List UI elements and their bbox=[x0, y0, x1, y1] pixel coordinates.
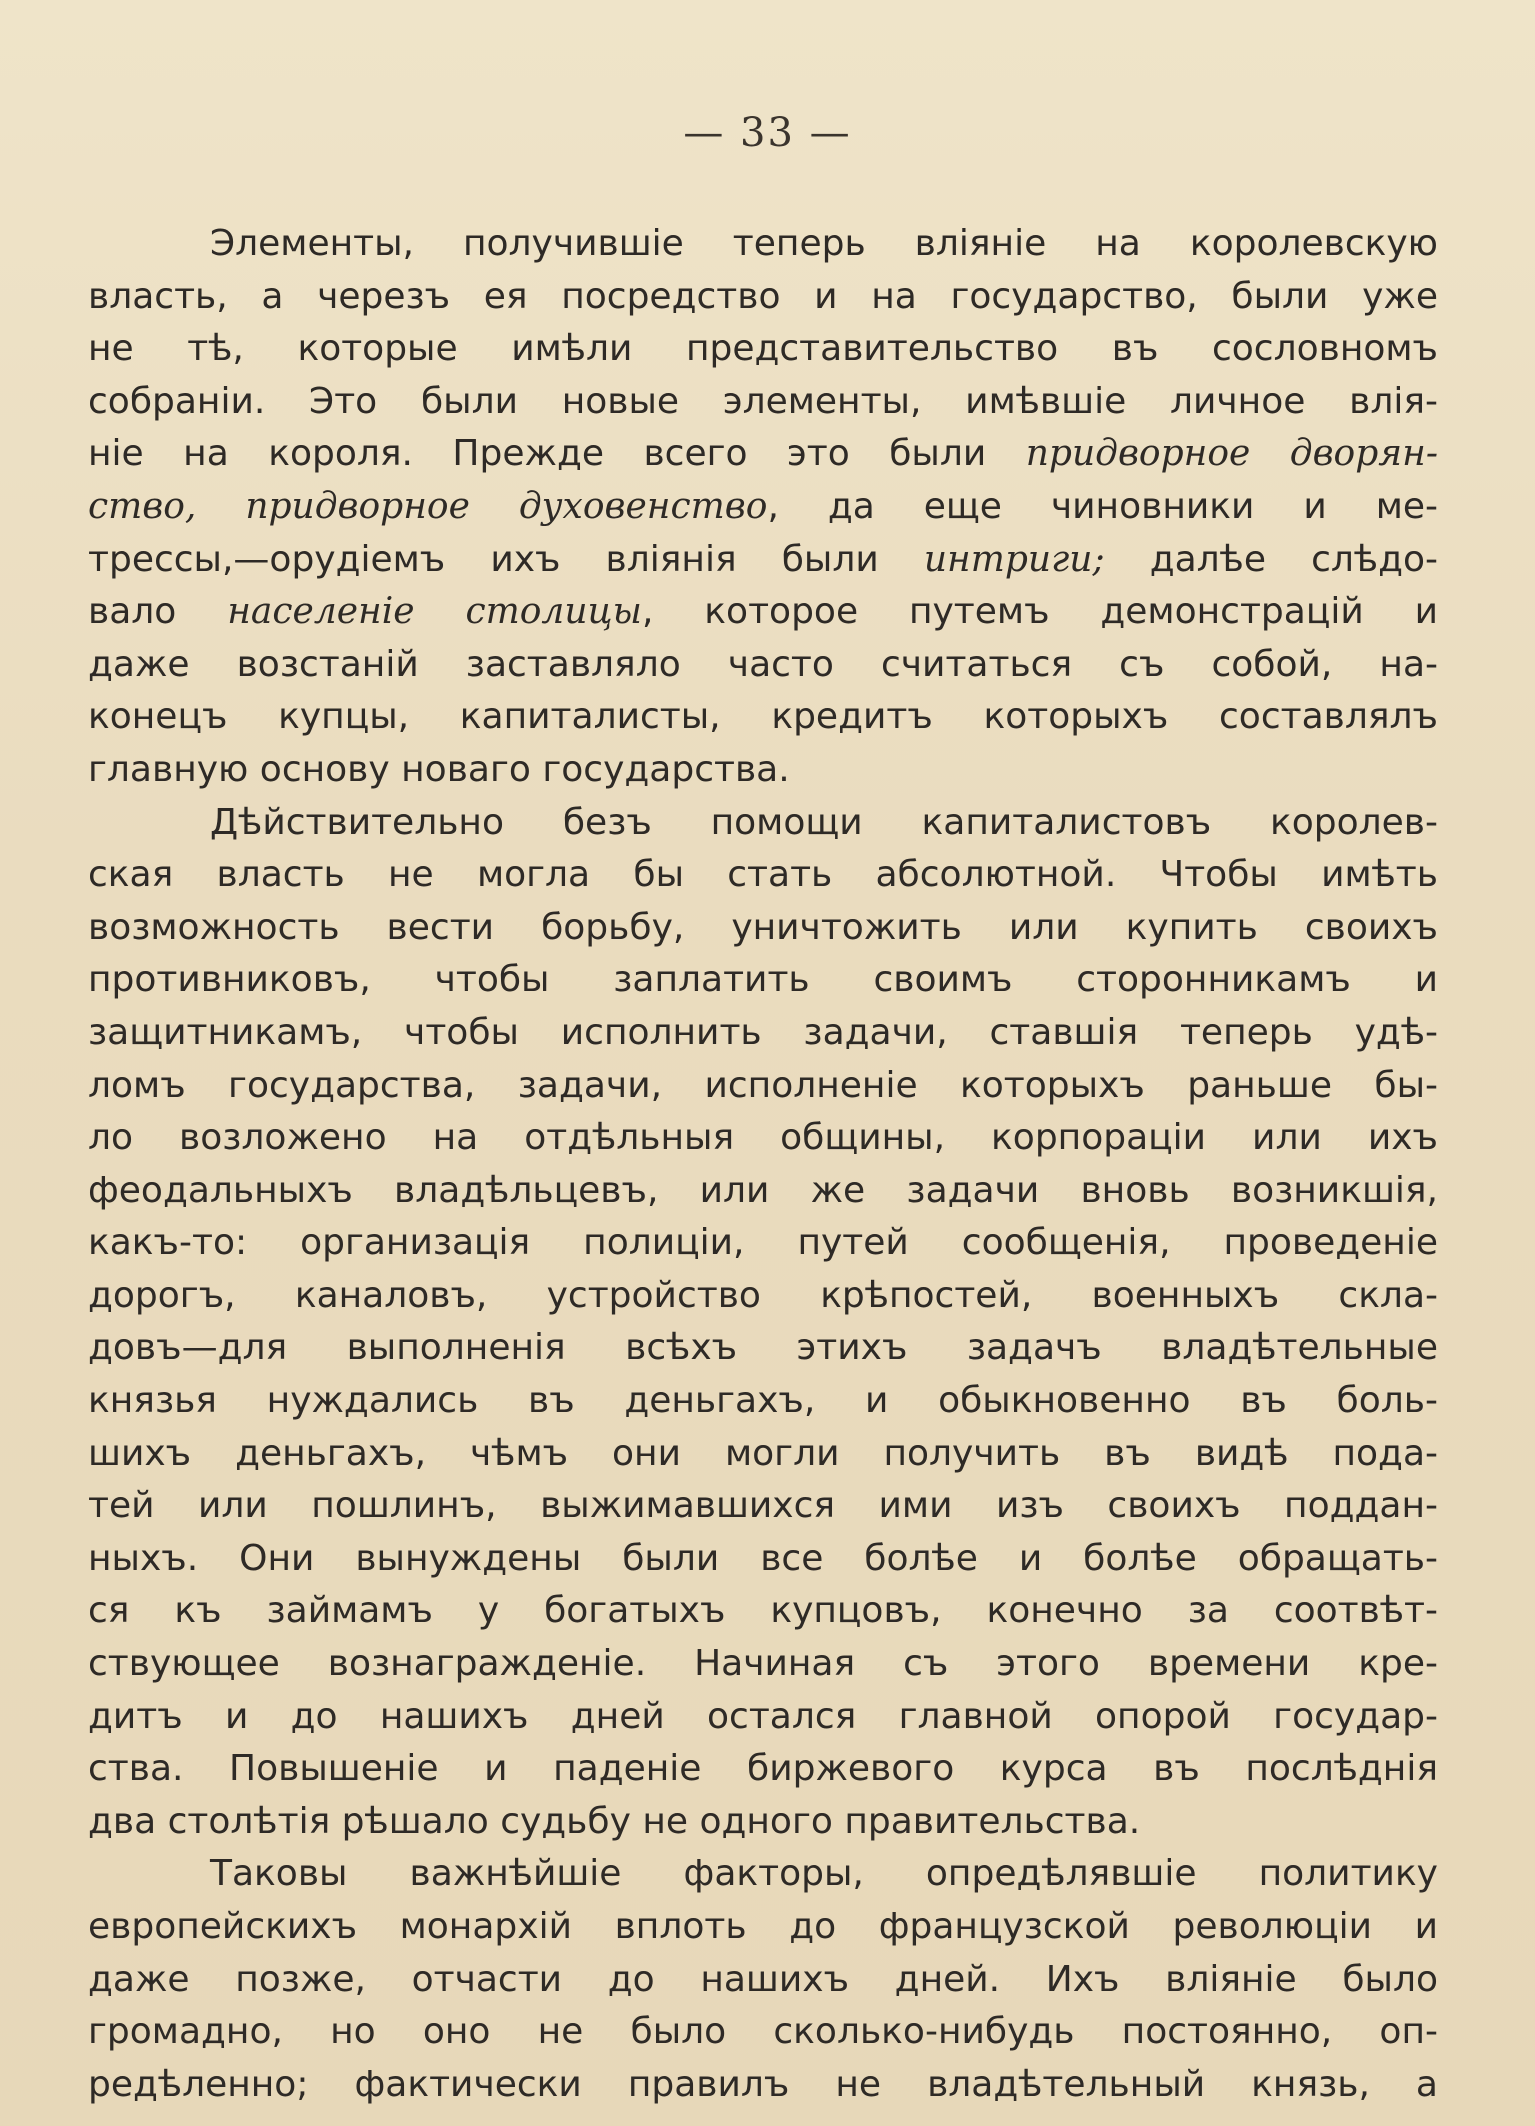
text-run: далѣе слѣдо- bbox=[1104, 538, 1438, 580]
text-run: европейскихъ монархій вплоть до французской революціи и bbox=[88, 1906, 1438, 1947]
text-run: ства. Повышеніе и паденіе биржевого курса въ послѣднія bbox=[88, 1748, 1438, 1790]
text-run: тей или пошлинъ, выжимавшихся ими изъ своихъ поддан- bbox=[88, 1485, 1438, 1527]
text-run: ло возложено на отдѣльныя общины, корпораціи или ихъ bbox=[88, 1117, 1438, 1159]
text-line bbox=[88, 271, 1438, 324]
text-line bbox=[88, 1796, 1438, 1849]
text-line bbox=[88, 691, 1438, 744]
text-line bbox=[88, 1007, 1438, 1060]
text-run: возможность вести борьбу, уничтожить или купить своихъ bbox=[88, 906, 1438, 948]
text-run: собраніи. Это были новые элементы, имѣвшіе личное влія- bbox=[88, 380, 1438, 422]
text-line bbox=[88, 1480, 1438, 1533]
text-line bbox=[88, 639, 1438, 692]
text-line bbox=[88, 849, 1438, 902]
text-run: дитъ и до нашихъ дней остался главной опорой государ- bbox=[88, 1695, 1438, 1737]
text-run: ломъ государства, задачи, исполненіе которыхъ раньше бы- bbox=[88, 1064, 1438, 1106]
text-run: довъ—для выполненія всѣхъ этихъ задачъ владѣтельные bbox=[88, 1327, 1438, 1369]
text-line bbox=[88, 744, 1438, 797]
text-line bbox=[88, 1533, 1438, 1586]
text-line bbox=[88, 954, 1438, 1007]
text-line bbox=[88, 1217, 1438, 1270]
text-line bbox=[88, 1848, 1438, 1901]
text-run: ся къ займамъ у богатыхъ купцовъ, конечно за соотвѣт- bbox=[88, 1590, 1438, 1632]
text-line bbox=[88, 1743, 1438, 1796]
text-line bbox=[88, 1060, 1438, 1113]
text-run: ская власть не могла бы стать абсолютной. Чтобы имѣть bbox=[88, 854, 1438, 896]
text-line bbox=[88, 481, 1438, 534]
text-line bbox=[88, 1638, 1438, 1691]
text-run: редѣленно; фактически правилъ не владѣтельный князь, а bbox=[88, 2063, 1438, 2105]
text-line bbox=[88, 1165, 1438, 1218]
text-run: ніе на короля. Прежде всего это были bbox=[88, 433, 1026, 475]
text-line bbox=[88, 586, 1438, 639]
text-run: Таковы важнѣйшіе факторы, опредѣлявшіе политику bbox=[210, 1853, 1438, 1895]
text-run: защитникамъ, чтобы исполнить задачи, ставшія теперь удѣ- bbox=[88, 1011, 1438, 1053]
text-line bbox=[88, 2059, 1438, 2112]
text-run: даже возстаній заставляло часто считаться съ собой, на- bbox=[88, 643, 1438, 685]
text-run: громадно, но оно не было сколько-нибудь постоянно, оп- bbox=[88, 2011, 1438, 2053]
text-run: дорогъ, каналовъ, устройство крѣпостей, военныхъ скла- bbox=[88, 1274, 1438, 1316]
italic-text: ство, придворное духовенство bbox=[88, 485, 768, 527]
text-line bbox=[88, 1428, 1438, 1481]
text-run: феодальныхъ владѣльцевъ, или же задачи вновь возникшія, bbox=[88, 1169, 1438, 1211]
text-run: ствующее вознагражденіе. Начиная съ этого времени кре- bbox=[88, 1643, 1438, 1685]
text-line bbox=[88, 1954, 1438, 2007]
text-line bbox=[88, 1270, 1438, 1323]
italic-text: интриги; bbox=[923, 538, 1105, 580]
text-run: ныхъ. Они вынуждены были все болѣе и болѣе обращать- bbox=[88, 1537, 1438, 1579]
text-run: даже позже, отчасти до нашихъ дней. Ихъ вліяніе было bbox=[88, 1958, 1438, 2000]
text-run: главную основу новаго государства. bbox=[88, 748, 790, 790]
text-line bbox=[88, 902, 1438, 955]
italic-text: придворное дворян- bbox=[1025, 433, 1438, 475]
text-line bbox=[88, 1691, 1438, 1744]
text-run: власть, а черезъ ея посредство и на государство, были уже bbox=[88, 275, 1438, 317]
text-line bbox=[88, 797, 1438, 850]
page-number: — 33 — bbox=[683, 110, 852, 156]
text-run: два столѣтія рѣшало судьбу не одного правительства. bbox=[88, 1800, 1141, 1842]
text-run: противниковъ, чтобы заплатить своимъ сторонникамъ и bbox=[88, 959, 1438, 1001]
text-line bbox=[88, 2006, 1438, 2059]
text-line bbox=[88, 1112, 1438, 1165]
text-line bbox=[88, 1585, 1438, 1638]
text-run: какъ-то: организація полиціи, путей сообщенія, проведеніе bbox=[88, 1222, 1438, 1264]
text-run: Элементы, получившіе теперь вліяніе на королевскую bbox=[210, 223, 1438, 264]
text-run: трессы,—орудіемъ ихъ вліянія были bbox=[88, 538, 924, 580]
text-line bbox=[88, 218, 1438, 271]
text-line bbox=[88, 1901, 1438, 1954]
text-run: вало bbox=[88, 591, 228, 633]
text-run: конецъ купцы, капиталисты, кредитъ которыхъ составлялъ bbox=[88, 696, 1438, 738]
text-run: , да еще чиновники и ме- bbox=[767, 485, 1438, 527]
text-line bbox=[88, 1322, 1438, 1375]
text-run: князья нуждались въ деньгахъ, и обыкновенно въ боль- bbox=[88, 1380, 1438, 1422]
text-run: не тѣ, которые имѣли представительство въ сословномъ bbox=[88, 328, 1438, 370]
text-line bbox=[88, 1375, 1438, 1428]
text-line bbox=[88, 534, 1438, 587]
text-run: , которое путемъ демонстрацій и bbox=[641, 591, 1438, 633]
body-text bbox=[88, 218, 1438, 2111]
text-line bbox=[88, 376, 1438, 429]
text-run: Дѣйствительно безъ помощи капиталистовъ королев- bbox=[210, 801, 1438, 843]
text-line bbox=[88, 428, 1438, 481]
text-line bbox=[88, 323, 1438, 376]
text-run: шихъ деньгахъ, чѣмъ они могли получить въ видѣ пода- bbox=[88, 1432, 1438, 1474]
italic-text: населеніе столицы bbox=[227, 591, 642, 633]
